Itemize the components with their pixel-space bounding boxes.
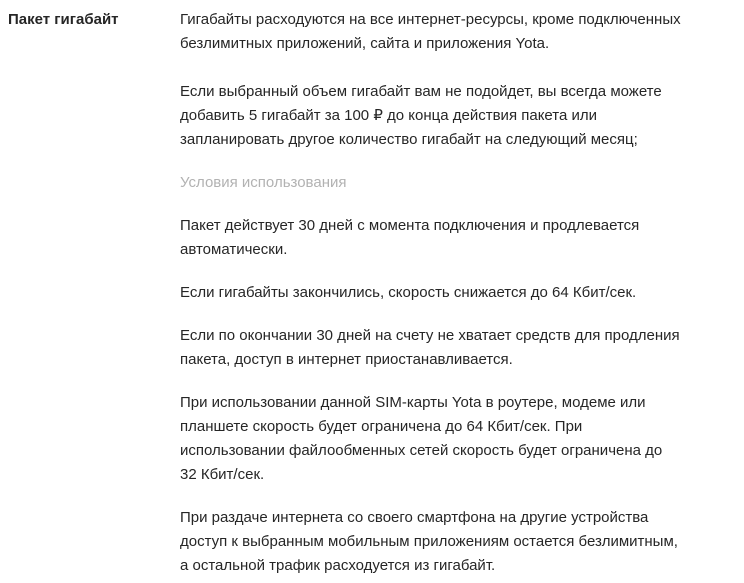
definition-column xyxy=(180,8,682,578)
paragraph-tethering: При раздаче интернета со своего смартфона на другие устройства доступ к выбранным мобильным приложениям остается безлимитным, а остальной трафик расходуется из гигабайт. xyxy=(180,509,678,574)
paragraph-add-gigabytes: Если выбранный объем гигабайт вам не подойдет, вы всегда можете добавить 5 гигабайт за 100 ₽ до конца действия пакета или запланировать другое количество гигабайт на следующий месяц; xyxy=(180,83,662,148)
paragraph-sim-device-limits: При использовании данной SIM-карты Yota в роутере, модеме или планшете скорость будет ограничена до 64 Кбит/сек. При использовании файлообменных сетей скорость будет ограничена до 32 Кбит/сек. xyxy=(180,394,663,483)
paragraph-package-duration: Пакет действует 30 дней с момента подключения и продлевается автоматически. xyxy=(180,217,640,258)
usage-conditions-heading: Условия использования xyxy=(180,174,347,191)
term-column xyxy=(0,8,180,32)
paragraph-gigabytes-usage: Гигабайты расходуются на все интернет-ресурсы, кроме подключенных безлимитных приложений, сайта и приложения Yota. xyxy=(180,11,681,52)
paragraph-speed-reduction: Если гигабайты закончились, скорость снижается до 64 Кбит/сек. xyxy=(180,284,637,301)
paragraph-insufficient-funds: Если по окончании 30 дней на счету не хватает средств для продления пакета, доступ в интернет приостанавливается. xyxy=(180,327,680,368)
row-term-title: Пакет гигабайт xyxy=(8,11,119,28)
